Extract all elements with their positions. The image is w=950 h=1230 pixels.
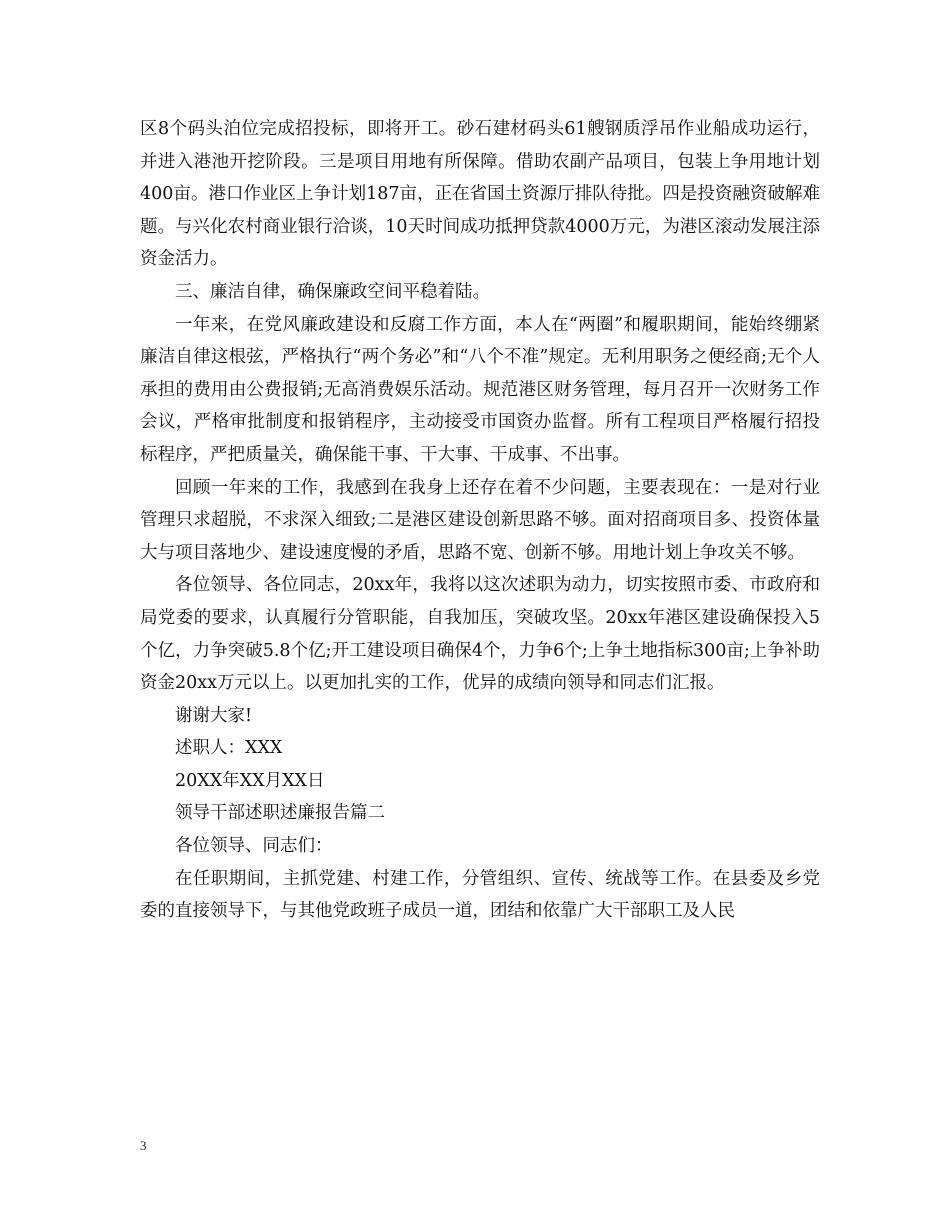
page-number: 3 — [140, 1138, 147, 1153]
paragraph-plan: 各位领导、各位同志，20xx年，我将以这次述职为动力，切实按照市委、市政府和局党委的要求，认真履行分管职能，自我加压，突破攻坚。20xx年港区建设确保投入5个亿，力争突破5.8个亿;开工建设项目确保4个，力争6个;上争土地指标300亩;上争补助资金20xx万元以上。以更加扎实的工作，优异的成绩向领导和同志们汇报。 — [140, 575, 820, 694]
paragraph-duties: 在任职期间，主抓党建、村建工作，分管组织、宣传、统战等工作。在县委及乡党委的直接领导下，与其他党政班子成员一道，团结和依靠广大干部职工及人民 — [140, 868, 820, 922]
thanks-line: 谢谢大家! — [175, 705, 253, 726]
reporter-line: 述职人：XXX — [175, 738, 283, 759]
paragraph-integrity: 一年来，在党风廉政建设和反腐工作方面，本人在“两圈”和履职期间，能始终绷紧廉洁自律这根弦，严格执行“两个务必”和“八个不准”规定。无利用职务之便经商;无个人承担的费用由公费报销;无高消费娱乐活动。规范港区财务管理，每月召开一次财务工作会议，严格审批制度和报销程序，主动接受市国资办监督。所有工程项目严格履行招投标程序，严把质量关，确保能干事、干大事、干成事、不出事。 — [140, 314, 820, 465]
date-line: 20XX年XX月XX日 — [175, 770, 325, 791]
article-title-part-two: 领导干部述职述廉报告篇二 — [175, 803, 385, 824]
paragraph-review: 回顾一年来的工作，我感到在我身上还存在着不少问题，主要表现在：一是对行业管理只求超脱，不求深入细致;二是港区建设创新思路不够。面对招商项目多、投资体量大与项目落地少、建设速度慢的矛盾，思路不宽、创新不够。用地计划上争攻关不够。 — [140, 477, 820, 563]
document-body — [140, 113, 820, 928]
salutation-line: 各位领导、同志们： — [175, 836, 333, 857]
section-heading-integrity: 三、廉洁自律，确保廉政空间平稳着陆。 — [175, 281, 490, 302]
paragraph-continued: 区8个码头泊位完成招投标，即将开工。砂石建材码头61艘钢质浮吊作业船成功运行，并进入港池开挖阶段。三是项目用地有所保障。借助农副产品项目，包装上争用地计划400亩。港口作业区上争计划187亩，正在省国土资源厅排队待批。四是投资融资破解难题。与兴化农村商业银行洽谈，10天时间成功抵押贷款4000万元，为港区滚动发展注添资金活力。 — [140, 119, 820, 270]
